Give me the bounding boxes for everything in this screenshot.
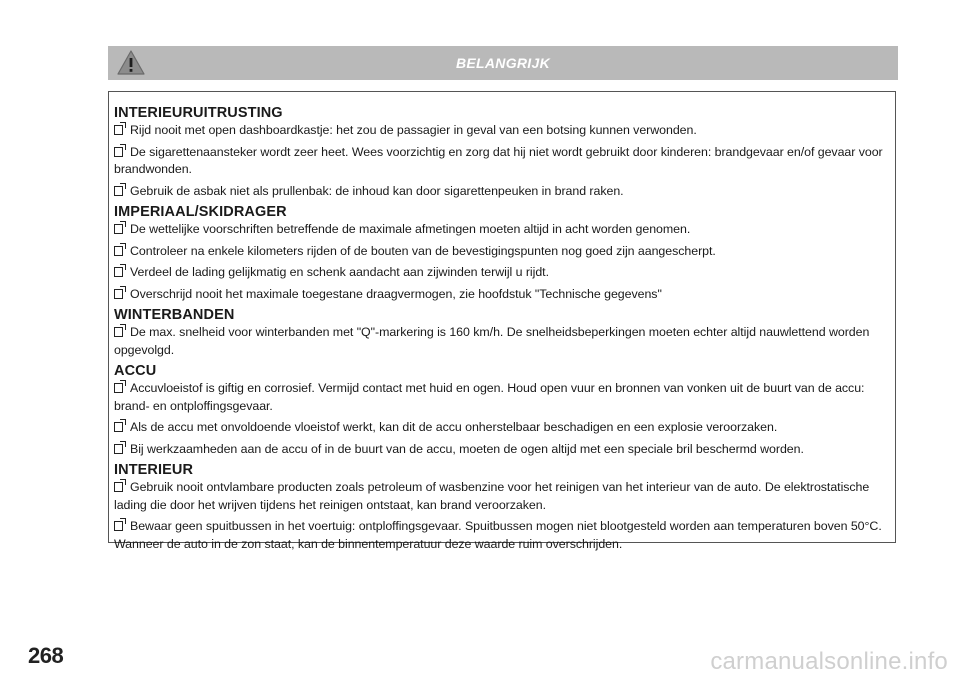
bullet-box-icon: [114, 125, 123, 135]
bullet-text: Controleer na enkele kilometers rijden of de bouten van de bevestigingspunten nog goed zijn aangescherpt.: [130, 243, 716, 258]
bullet-text: Rijd nooit met open dashboardkastje: het zou de passagier in geval van een botsing kunnen verwonden.: [130, 123, 697, 137]
list-item: [114, 221, 885, 239]
warning-content-box: [108, 91, 896, 551]
bullet-text: Accuvloeistof is giftig en corrosief. Vermijd contact met huid en ogen. Houd open vuur en bronnen van vonken uit de buurt van de accu: brand- en ontploffingsgevaar.: [114, 381, 865, 413]
bullet-box-icon: [114, 246, 123, 256]
bullet-box-icon: [114, 521, 123, 531]
list-item: [114, 183, 885, 201]
warning-header: [108, 46, 898, 80]
bullet-box-icon: [114, 224, 123, 234]
section-accu: [114, 363, 885, 458]
bullet-text: Bij werkzaamheden aan de accu of in de buurt van de accu, moeten de ogen altijd met een speciale bril beschermd worden.: [130, 441, 804, 456]
list-item: [114, 324, 885, 359]
section-interieur: [114, 462, 885, 553]
bullet-box-icon: [114, 383, 123, 393]
section-heading: INTERIEUR: [114, 462, 194, 478]
list-item: [114, 479, 885, 514]
list-item: [114, 441, 885, 459]
bullet-text: Als de accu met onvoldoende vloeistof werkt, kan dit de accu onherstelbaar beschadigen en een explosie veroorzaken.: [130, 420, 778, 434]
section-imperiaal-skidrager: [114, 204, 885, 303]
bullet-box-icon: [114, 444, 123, 454]
warning-title: BELANGRIJK: [455, 55, 550, 71]
bullet-text: Bewaar geen spuitbussen in het voertuig: ontploffingsgevaar. Spuitbussen mogen niet blootgesteld worden aan temperaturen boven 50°C. Wanneer de auto in de zon staat, kan de binnentemperatuur deze waarde ruim overschrijden.: [114, 519, 882, 551]
bullet-box-icon: [114, 327, 123, 337]
bullet-text: De sigarettenaansteker wordt zeer heet. Wees voorzichtig en zorg dat hij niet wordt gebruikt door kinderen: brandgevaar en/of gevaar voor brandwonden.: [114, 144, 883, 176]
page-number: 268: [28, 643, 64, 668]
bullet-text: Gebruik nooit ontvlambare producten zoals petroleum of wasbenzine voor het reinigen van het interieur van de auto. De elektrostatische lading die door het wrijven tijdens het reinigen ontstaat, kan brand veroorzaken.: [114, 480, 870, 512]
bullet-box-icon: [114, 482, 123, 492]
list-item: [114, 144, 885, 179]
section-heading: ACCU: [114, 363, 157, 379]
bullet-box-icon: [114, 147, 123, 157]
list-item: [114, 518, 885, 553]
list-item: [114, 419, 885, 437]
section-heading: WINTERBANDEN: [114, 307, 235, 323]
bullet-text: Overschrijd nooit het maximale toegestane draagvermogen, zie hoofdstuk "Technische gegevens": [130, 286, 662, 301]
bullet-box-icon: [114, 186, 123, 196]
bullet-text: Verdeel de lading gelijkmatig en schenk aandacht aan zijwinden terwijl u rijdt.: [130, 265, 549, 279]
list-item: [114, 122, 885, 140]
bullet-box-icon: [114, 422, 123, 432]
bullet-box-icon: [114, 267, 123, 277]
section-interieuruitrusting: [114, 105, 885, 200]
bullet-text: De max. snelheid voor winterbanden met "Q"-markering is 160 km/h. De snelheidsbeperkingen moeten echter altijd nauwlettend worden opgevolgd.: [114, 325, 870, 357]
watermark: carmanualsonline.info: [710, 648, 948, 675]
list-item: [114, 380, 885, 415]
bullet-text: Gebruik de asbak niet als prullenbak: de inhoud kan door sigarettenpeuken in brand raken.: [130, 183, 624, 198]
section-heading: INTERIEURUITRUSTING: [114, 105, 283, 121]
bullet-text: De wettelijke voorschriften betreffende de maximale afmetingen moeten altijd in acht worden genomen.: [130, 222, 691, 236]
list-item: [114, 286, 885, 304]
section-winterbanden: [114, 307, 885, 359]
bullet-box-icon: [114, 289, 123, 299]
list-item: [114, 243, 885, 261]
list-item: [114, 264, 885, 282]
section-heading: IMPERIAAL/SKIDRAGER: [114, 204, 287, 220]
